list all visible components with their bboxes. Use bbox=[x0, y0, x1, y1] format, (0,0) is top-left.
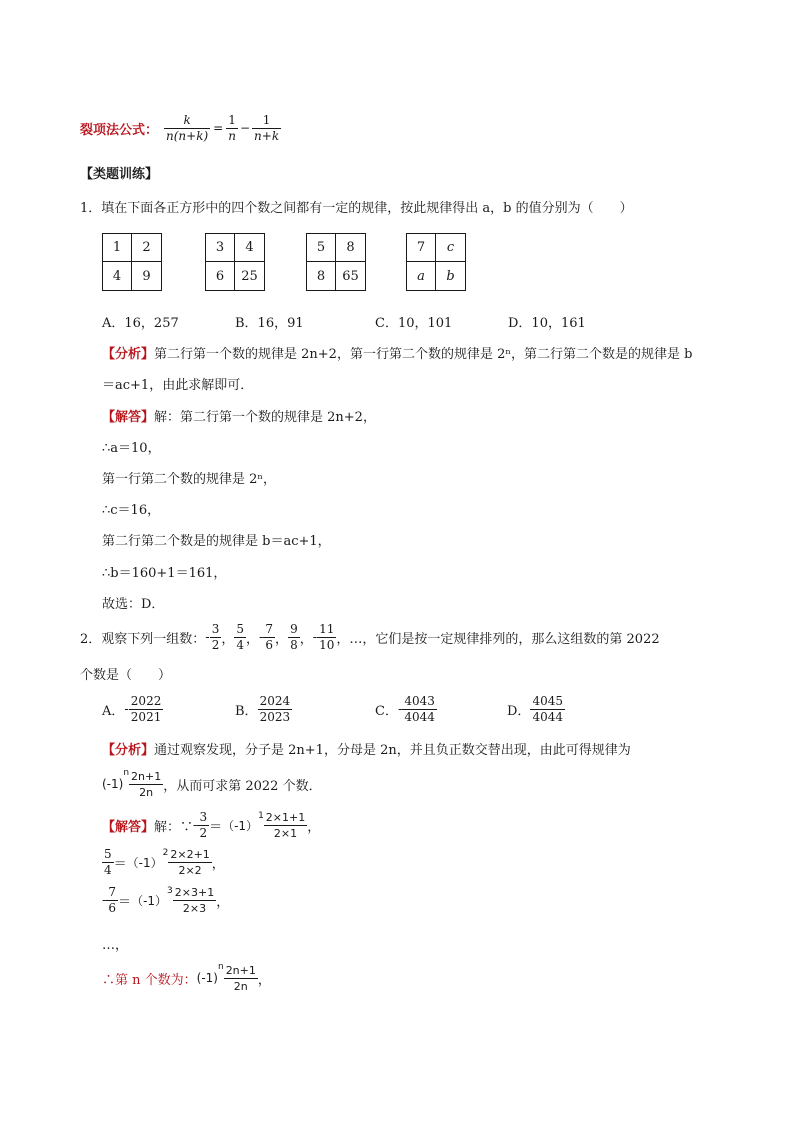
q1-grid-3: 5 8 8 65 bbox=[306, 233, 366, 291]
q2-answer-step3: - $\frac{7}{6}$ ＝ （-1） 3 $\frac{2\times 3+1}{2\times 3}$ ， bbox=[102, 884, 230, 915]
q1-stem: 1．填在下面各正方形中的四个数之间都有一定的规律，按此规律得出 a，b 的值分别为（ ） bbox=[80, 201, 633, 216]
q1-answer-line2: ∴a＝10， bbox=[102, 441, 161, 456]
q1-answer-line3: 第一行第二个数的规律是 2ⁿ， bbox=[102, 472, 277, 487]
q2-analysis-general-fraction: $\frac{2n+1}{2n}$ bbox=[131, 769, 162, 799]
q1-option-c[interactable]: C．10，101 bbox=[375, 316, 453, 331]
q2-answer-ellipsis: …， bbox=[102, 938, 129, 953]
q2-answer-step2: $\frac{5}{4}$ ＝ （-1） 2 $\frac{2\times 2+1}{2\times 2}$ ， bbox=[104, 846, 225, 877]
q1-answer-line6: ∴b＝160+1＝161， bbox=[102, 566, 227, 581]
q1-answer-line4: ∴c＝16， bbox=[102, 503, 161, 518]
q2-seq-term-2: $\frac{5}{4}$ bbox=[236, 621, 244, 652]
formula-r2: $\frac{1}{n+k}$ bbox=[254, 112, 280, 143]
formula-label: 裂项法公式： bbox=[80, 122, 159, 138]
q2-stem-line2: 个数是（ ） bbox=[80, 668, 172, 683]
q1-grid-1: 1 2 4 9 bbox=[102, 233, 162, 291]
q2-seq-term-1: $\frac{3}{2}$ bbox=[211, 621, 220, 652]
q2-final-fraction: $\frac{2n+1}{2n}$ bbox=[225, 963, 256, 993]
q2-answer-final: ∴第 n 个数为： (-1) n $\frac{2n+1}{2n}$ ， bbox=[102, 962, 271, 993]
q1-analysis-line2: ＝ac+1，由此求解即可． bbox=[102, 378, 254, 393]
q1-option-b[interactable]: B．16，91 bbox=[235, 316, 304, 331]
q1-analysis-line1: 【分析】第二行第一个数的规律是 2n+2，第一行第二个数的规律是 2ⁿ，第二行第二个数是的规律是 b bbox=[102, 347, 693, 362]
q2-seq-term-3: $\frac{7}{6}$ bbox=[265, 621, 274, 652]
formula-r1: $\frac{1}{n}$ bbox=[228, 112, 236, 143]
q2-analysis-line1: 【分析】通过观察发现，分子是 2n+1，分母是 2n，并且负正数交替出现，由此可得规律为 bbox=[102, 743, 631, 758]
q2-option-a[interactable]: A． - $\frac{2022}{2021}$ bbox=[102, 693, 162, 724]
q2-seq-term-4: $\frac{9}{8}$ bbox=[290, 621, 298, 652]
q2-seq-term-5: $\frac{11}{10}$ bbox=[319, 621, 335, 652]
formula-lhs: $\frac{k}{n(n+k)}$ bbox=[166, 112, 209, 143]
q1-grid-2: 3 4 6 25 bbox=[205, 233, 265, 291]
q2-options bbox=[102, 691, 582, 727]
formula-row: 裂项法公式： $\frac{k}{n(n+k)}$ = $\frac{1}{n}$ − $\frac{1}{n+k}$ bbox=[80, 112, 280, 143]
section-title: 【类题训练】 bbox=[80, 167, 159, 182]
q1-answer-line5: 第二行第二个数是的规律是 b＝ac+1， bbox=[102, 534, 331, 549]
q2-answer-step1: 【解答】 解：∵ - $\frac{3}{2}$ ＝ （-1） 1 $\frac{2\times 1+1}{2\times 1}$ ， bbox=[102, 809, 321, 840]
q2-option-c[interactable]: C． - $\frac{4043}{4044}$ bbox=[375, 693, 435, 724]
q1-grid-4: 7 c a b bbox=[406, 233, 466, 291]
q2-option-b[interactable]: B． $\frac{2024}{2023}$ bbox=[235, 693, 291, 724]
q1-option-a[interactable]: A．16，257 bbox=[102, 316, 179, 331]
q1-answer-line1: 【解答】解：第二行第一个数的规律是 2n+2， bbox=[102, 410, 376, 425]
q1-option-d[interactable]: D．10，161 bbox=[508, 316, 586, 331]
q1-answer-line7: 故选：D． bbox=[102, 597, 165, 612]
q2-stem-line1: 2．观察下列一组数： - $\frac{3}{2}$ ， $\frac{5}{4}$ ， - $\frac{7}{6}$ ， $\frac{9}{8}$ ， - $\frac{11}{10}$ ，…，它们是按一定规律排列的，那么这组数的第 2022 bbox=[80, 621, 660, 652]
q2-option-d[interactable]: D． $\frac{4045}{4044}$ bbox=[507, 693, 563, 724]
q2-analysis-line2: (-1) n $\frac{2n+1}{2n}$ ，从而可求第 2022 个数． bbox=[102, 768, 322, 799]
